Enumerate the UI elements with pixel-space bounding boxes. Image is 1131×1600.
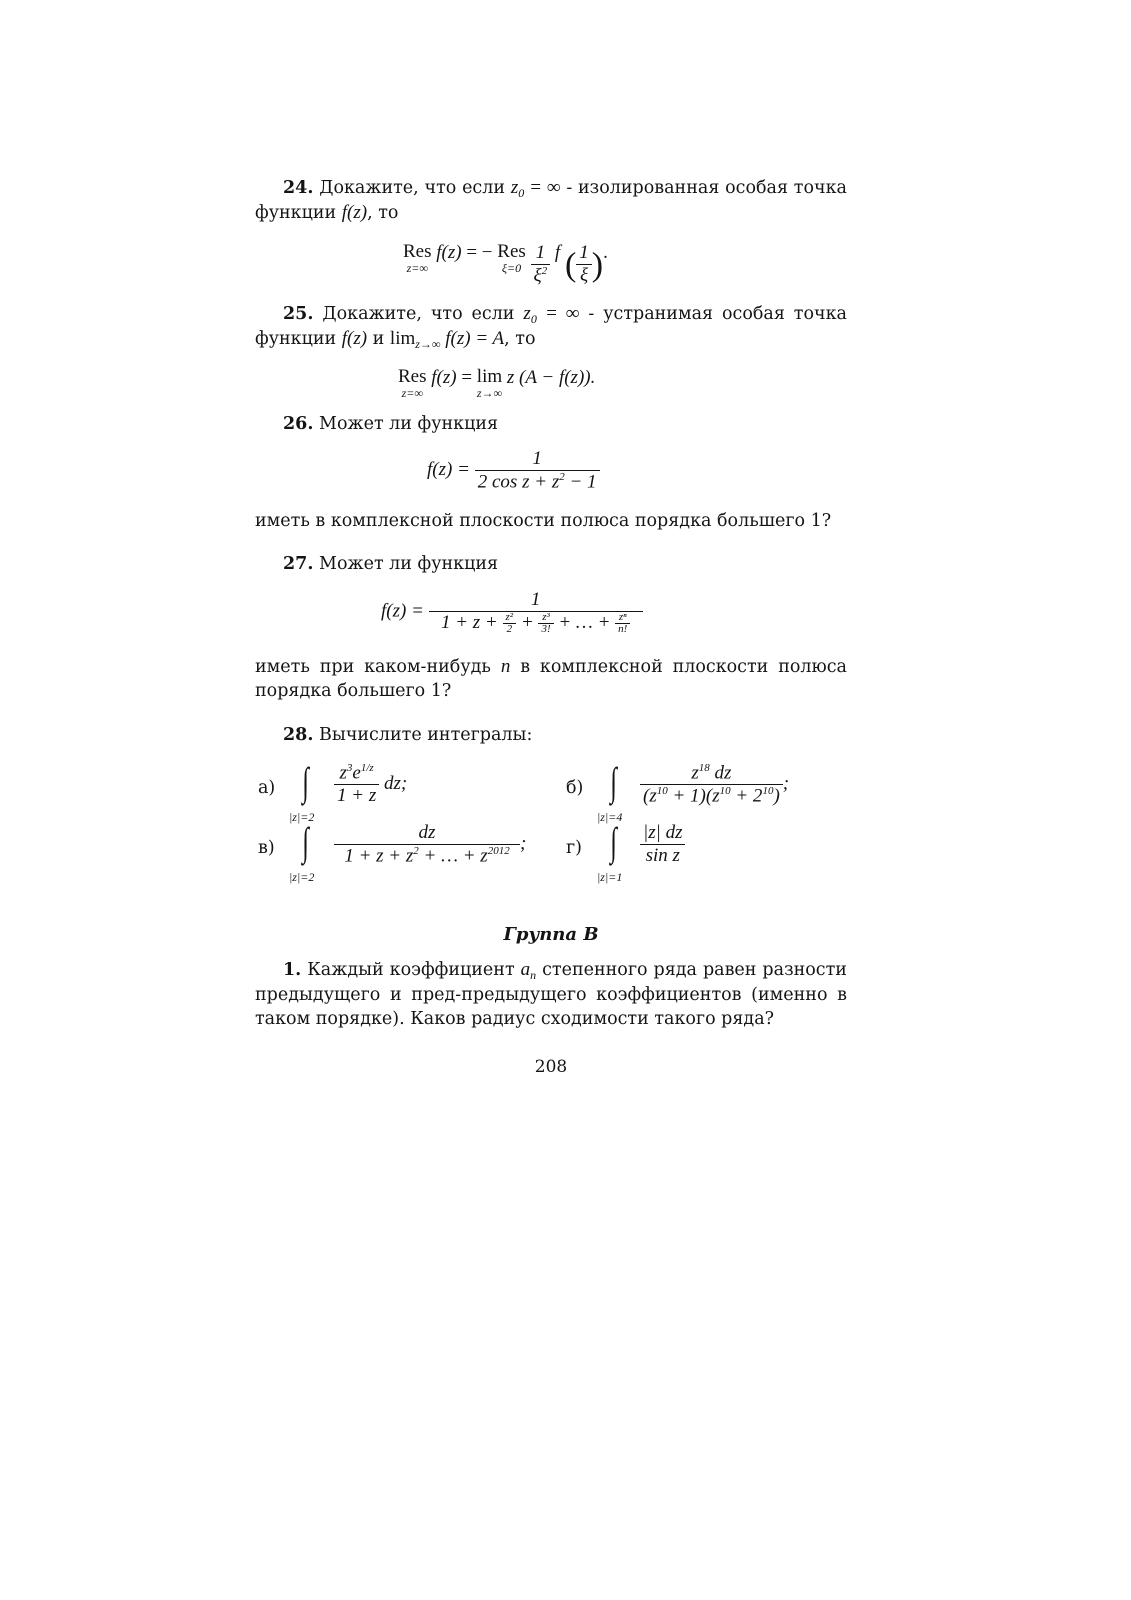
problem-text: - изолированная особая точка функции <box>255 178 847 223</box>
problem-text: Докажите, что если <box>319 178 506 198</box>
integral-bound: |z|=1 <box>597 870 623 884</box>
problem-text: Вычислите интегралы: <box>319 725 533 745</box>
integral-tail: dz; <box>383 773 408 795</box>
math-func: f(z) <box>341 202 368 223</box>
formula-numerator: 1 <box>532 448 542 469</box>
problem-number: 25. <box>283 304 314 324</box>
problem-number: 28. <box>283 725 314 745</box>
formula-lhs: f(z) = <box>427 459 470 481</box>
formula-25: Res z=∞ f(z) = lim z→∞ z (A − f(z)). <box>398 366 596 400</box>
problem-24 <box>255 176 847 225</box>
problem-text: Каждый коэффициент <box>307 960 515 980</box>
integral-denominator: 1 + z <box>334 784 379 807</box>
formula-denominator: 1 + z + $\frac{\text{z²}}{2}$ + $\frac{\text{z³}}{3!}$ + … + $\frac{\text{zⁿ}}{n!}$ <box>429 611 643 635</box>
integral-sign-icon: ∫ <box>610 759 617 804</box>
groupB-problem-1 <box>255 958 847 1031</box>
integral-v <box>334 822 526 867</box>
problem-number: 27. <box>283 554 314 574</box>
problem-text: , то <box>367 203 399 223</box>
section-heading: Группа B <box>503 924 599 945</box>
problem-text: Может ли функция <box>319 554 499 574</box>
integral-sign-icon: ∫ <box>302 819 309 864</box>
problem-number: 26. <box>283 414 314 434</box>
integral-numerator: dz <box>418 822 436 843</box>
formula-denominator: 2 $\cos z + z^2 - 1$ <box>475 470 600 493</box>
problem-text: Докажите, что если <box>322 304 515 324</box>
problem-text: - устранимая особая точка функции <box>255 304 847 349</box>
res-subscript: z=∞ <box>401 386 423 400</box>
formula-numerator: 1 <box>530 589 541 610</box>
problem-text: в комплексной плоскости полюса порядка большего 1? <box>255 657 847 701</box>
problem-text: иметь при каком-нибудь <box>255 657 491 677</box>
integral-sign-icon: ∫ <box>610 819 617 864</box>
integral-bound: |z|=2 <box>289 870 315 884</box>
math-condition: $z_0$ = ∞ <box>523 303 580 326</box>
problem-number: 1. <box>283 960 302 980</box>
integral-label: г) <box>566 838 582 858</box>
integral-a <box>334 762 407 807</box>
integral-g <box>640 822 685 867</box>
problem-text: Может ли функция <box>319 414 499 434</box>
integral-bound: |z|=2 <box>289 810 315 824</box>
math-coef: $a_n$ <box>520 959 537 982</box>
integral-denominator: $1 + z + z^2$ + … + $z^{2012}$ <box>334 844 520 867</box>
problem-27 <box>255 552 847 576</box>
integral-denominator: $(z^{10} + 1)(z^{10} + 2^{10})$ <box>640 784 783 807</box>
integral-label: а) <box>258 778 276 798</box>
problem-text: и <box>372 329 385 349</box>
integral-tail: ; <box>520 833 527 855</box>
math-limit: $\lim_{z\to\infty} f(z) = A$ <box>389 328 505 351</box>
integral-bound: |z|=4 <box>597 810 623 824</box>
integral-numerator: |z| dz <box>643 822 683 843</box>
res-subscript: z=∞ <box>406 261 428 275</box>
problem-text: степенного ряда равен разности предыдущего и пред-предыдущего коэффициентов (именно в таком порядке). Каков радиус сходимости такого ряда? <box>255 960 847 1029</box>
lim-operator: lim z→∞ <box>476 366 503 400</box>
formula-lhs: f(z) = <box>381 600 424 622</box>
integral-tail: ; <box>782 773 790 795</box>
math-condition: $z_0$ = ∞ <box>510 177 561 200</box>
problem-28 <box>255 723 847 747</box>
integral-numerator: $z^{18}$ dz <box>691 762 732 784</box>
problem-number: 24. <box>283 178 314 198</box>
formula-27 <box>381 589 643 635</box>
res-operator: Res z=∞ <box>398 366 427 400</box>
integral-label: в) <box>258 838 275 858</box>
problem-26-cont <box>255 509 847 533</box>
integral-b <box>640 762 789 808</box>
problem-text: , то <box>504 329 536 349</box>
page-number: 208 <box>534 1057 568 1077</box>
problem-text: иметь в комплексной плоскости полюса порядка большего 1? <box>255 511 832 531</box>
res-subscript: ξ=0 <box>501 261 522 275</box>
problem-27-cont <box>255 655 847 703</box>
lim-subscript: z→∞ <box>476 386 503 400</box>
res-operator: Res ξ=0 <box>497 241 526 275</box>
integral-label: б) <box>566 778 584 798</box>
integral-numerator: $z^3e^{1/z}$ <box>339 762 374 784</box>
formula-26 <box>427 448 600 493</box>
problem-26 <box>255 412 847 436</box>
integral-denominator: sin z <box>640 844 685 867</box>
problem-25 <box>255 302 847 352</box>
math-n: n <box>500 656 511 677</box>
res-operator: Res z=∞ <box>403 241 432 275</box>
formula-24: Res z=∞ f(z) = − Res ξ=0 $\frac{1}{\xi^2}$ f ( $\frac{1}{\xi}$ ). <box>403 241 608 287</box>
math-func: f(z) <box>341 328 368 349</box>
integral-sign-icon: ∫ <box>302 759 309 804</box>
